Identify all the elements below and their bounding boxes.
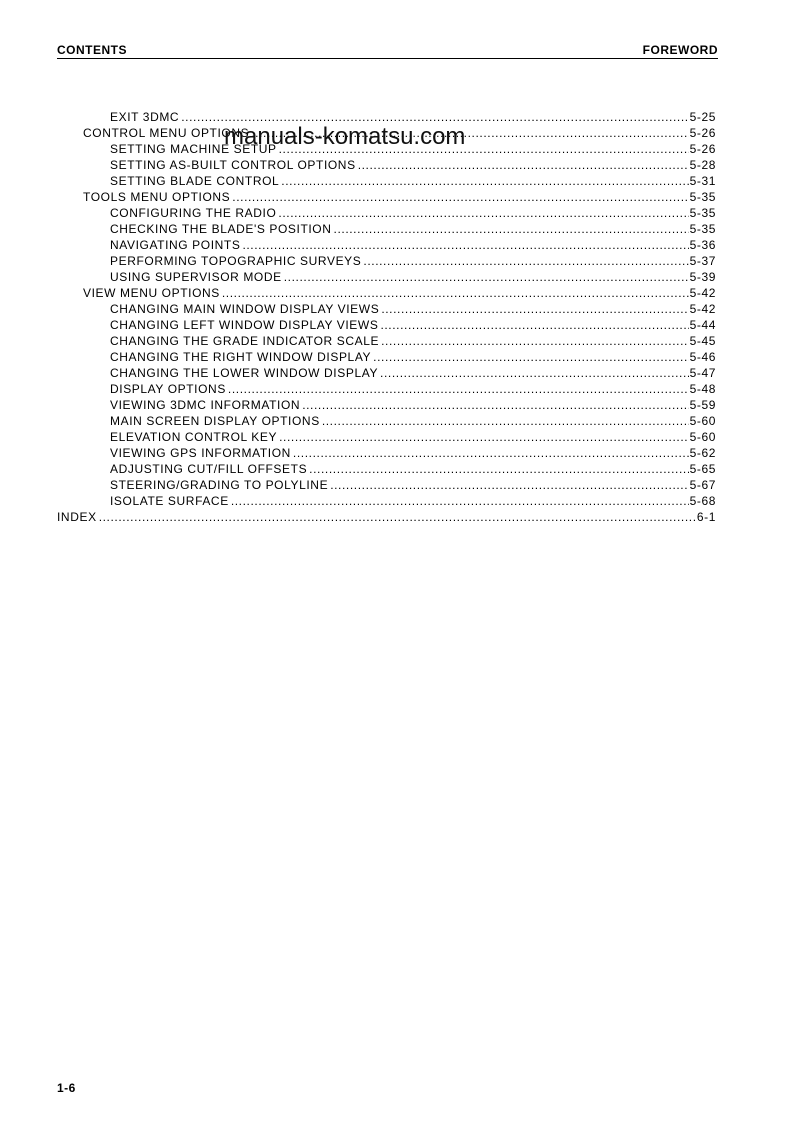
toc-entry-title: CHANGING MAIN WINDOW DISPLAY VIEWS (110, 302, 380, 316)
dot-leader (380, 365, 689, 381)
toc-entry (57, 493, 716, 509)
toc-entry (57, 157, 716, 173)
toc-entry-page: 5-28 (689, 158, 716, 172)
toc-entry-title: STEERING/GRADING TO POLYLINE (110, 478, 329, 492)
toc-entry-title: PERFORMING TOPOGRAPHIC SURVEYS (110, 254, 362, 268)
dot-leader (302, 397, 688, 413)
toc-entry-title: VIEW MENU OPTIONS (83, 286, 220, 300)
toc-section-entry (57, 285, 716, 301)
dot-leader (381, 333, 688, 349)
toc-entry-title: CHANGING THE GRADE INDICATOR SCALE (110, 334, 380, 348)
toc-entry-page: 5-59 (689, 398, 716, 412)
toc-entry-page: 5-67 (689, 478, 716, 492)
toc-entry-page: 5-35 (689, 206, 716, 220)
toc-entry-page: 5-31 (689, 174, 716, 188)
dot-leader (231, 493, 689, 509)
toc-entry-page: 5-48 (689, 382, 716, 396)
toc-entry-page: 5-35 (689, 222, 716, 236)
toc-section-entry (57, 189, 716, 205)
toc-entry-page: 5-35 (689, 190, 716, 204)
toc-entry (57, 221, 716, 237)
toc-entry-page: 5-39 (689, 270, 716, 284)
toc-entry (57, 349, 716, 365)
toc-entry (57, 461, 716, 477)
header-divider (57, 58, 718, 59)
watermark: manuals-komatsu.com (224, 123, 466, 150)
dot-leader (232, 189, 688, 205)
dot-leader (363, 253, 688, 269)
toc-entry-page: 5-36 (689, 238, 716, 252)
toc-entry (57, 429, 716, 445)
toc-entry-page: 5-60 (689, 414, 716, 428)
toc-entry-title: SETTING BLADE CONTROL (110, 174, 280, 188)
toc-entry-title: CHANGING THE RIGHT WINDOW DISPLAY (110, 350, 372, 364)
dot-leader (309, 461, 688, 477)
toc-entry-page: 5-65 (689, 462, 716, 476)
toc-entry-page: 5-42 (689, 286, 716, 300)
toc-entry (57, 381, 716, 397)
toc-entry-page: 5-68 (689, 494, 716, 508)
footer-page-number: 1-6 (57, 1081, 76, 1095)
table-of-contents (57, 109, 716, 525)
toc-entry-title: TOOLS MENU OPTIONS (83, 190, 231, 204)
toc-entry (57, 301, 716, 317)
toc-entry (57, 317, 716, 333)
toc-entry-title: ELEVATION CONTROL KEY (110, 430, 278, 444)
dot-leader (322, 413, 689, 429)
toc-entry-page: 5-62 (689, 446, 716, 460)
toc-entry (57, 397, 716, 413)
dot-leader (373, 349, 688, 365)
toc-entry (57, 269, 716, 285)
toc-entry-title: SETTING AS-BUILT CONTROL OPTIONS (110, 158, 356, 172)
toc-entry (57, 173, 716, 189)
toc-entry (57, 445, 716, 461)
toc-entry (57, 333, 716, 349)
toc-entry (57, 205, 716, 221)
toc-entry-title: DISPLAY OPTIONS (110, 382, 226, 396)
toc-entry-title: INDEX (57, 510, 97, 524)
toc-entry-page: 5-37 (689, 254, 716, 268)
toc-entry-page: 5-60 (689, 430, 716, 444)
toc-entry-title: VIEWING 3DMC INFORMATION (110, 398, 301, 412)
dot-leader (99, 509, 696, 525)
dot-leader (278, 205, 688, 221)
toc-entry-title: CHANGING THE LOWER WINDOW DISPLAY (110, 366, 379, 380)
toc-entry (57, 477, 716, 493)
dot-leader (228, 381, 689, 397)
toc-entry-title: VIEWING GPS INFORMATION (110, 446, 291, 460)
toc-entry (57, 365, 716, 381)
toc-entry-page: 6-1 (696, 510, 716, 524)
toc-entry-title: SETTING MACHINE SETUP (110, 142, 277, 156)
toc-entry-page: 5-46 (689, 350, 716, 364)
toc-entry-page: 5-42 (689, 302, 716, 316)
dot-leader (334, 221, 689, 237)
toc-entry-page: 5-26 (689, 142, 716, 156)
toc-entry-title: MAIN SCREEN DISPLAY OPTIONS (110, 414, 320, 428)
toc-entry (57, 237, 716, 253)
toc-entry-title: CONFIGURING THE RADIO (110, 206, 277, 220)
dot-leader (284, 269, 689, 285)
header-section-title: CONTENTS (57, 43, 127, 57)
toc-entry-title: USING SUPERVISOR MODE (110, 270, 282, 284)
dot-leader (330, 477, 688, 493)
toc-entry (57, 413, 716, 429)
toc-entry-title: NAVIGATING POINTS (110, 238, 241, 252)
toc-entry-page: 5-45 (689, 334, 716, 348)
toc-entry-title: ISOLATE SURFACE (110, 494, 229, 508)
toc-chapter-entry (57, 509, 716, 525)
toc-entry-page: 5-44 (689, 318, 716, 332)
toc-entry (57, 253, 716, 269)
toc-entry-page: 5-47 (689, 366, 716, 380)
dot-leader (358, 157, 689, 173)
toc-entry-title: CHECKING THE BLADE'S POSITION (110, 222, 332, 236)
dot-leader (279, 429, 689, 445)
toc-entry-page: 5-25 (689, 110, 716, 124)
header-chapter-title: FOREWORD (642, 43, 718, 57)
toc-entry-title: EXIT 3DMC (110, 110, 180, 124)
dot-leader (281, 173, 688, 189)
dot-leader (242, 237, 688, 253)
dot-leader (381, 301, 688, 317)
dot-leader (293, 445, 689, 461)
dot-leader (222, 285, 689, 301)
toc-entry-title: ADJUSTING CUT/FILL OFFSETS (110, 462, 308, 476)
toc-entry-title: CHANGING LEFT WINDOW DISPLAY VIEWS (110, 318, 379, 332)
toc-entry-page: 5-26 (689, 126, 716, 140)
dot-leader (380, 317, 688, 333)
toc-entry-title: CONTROL MENU OPTIONS (83, 126, 250, 140)
